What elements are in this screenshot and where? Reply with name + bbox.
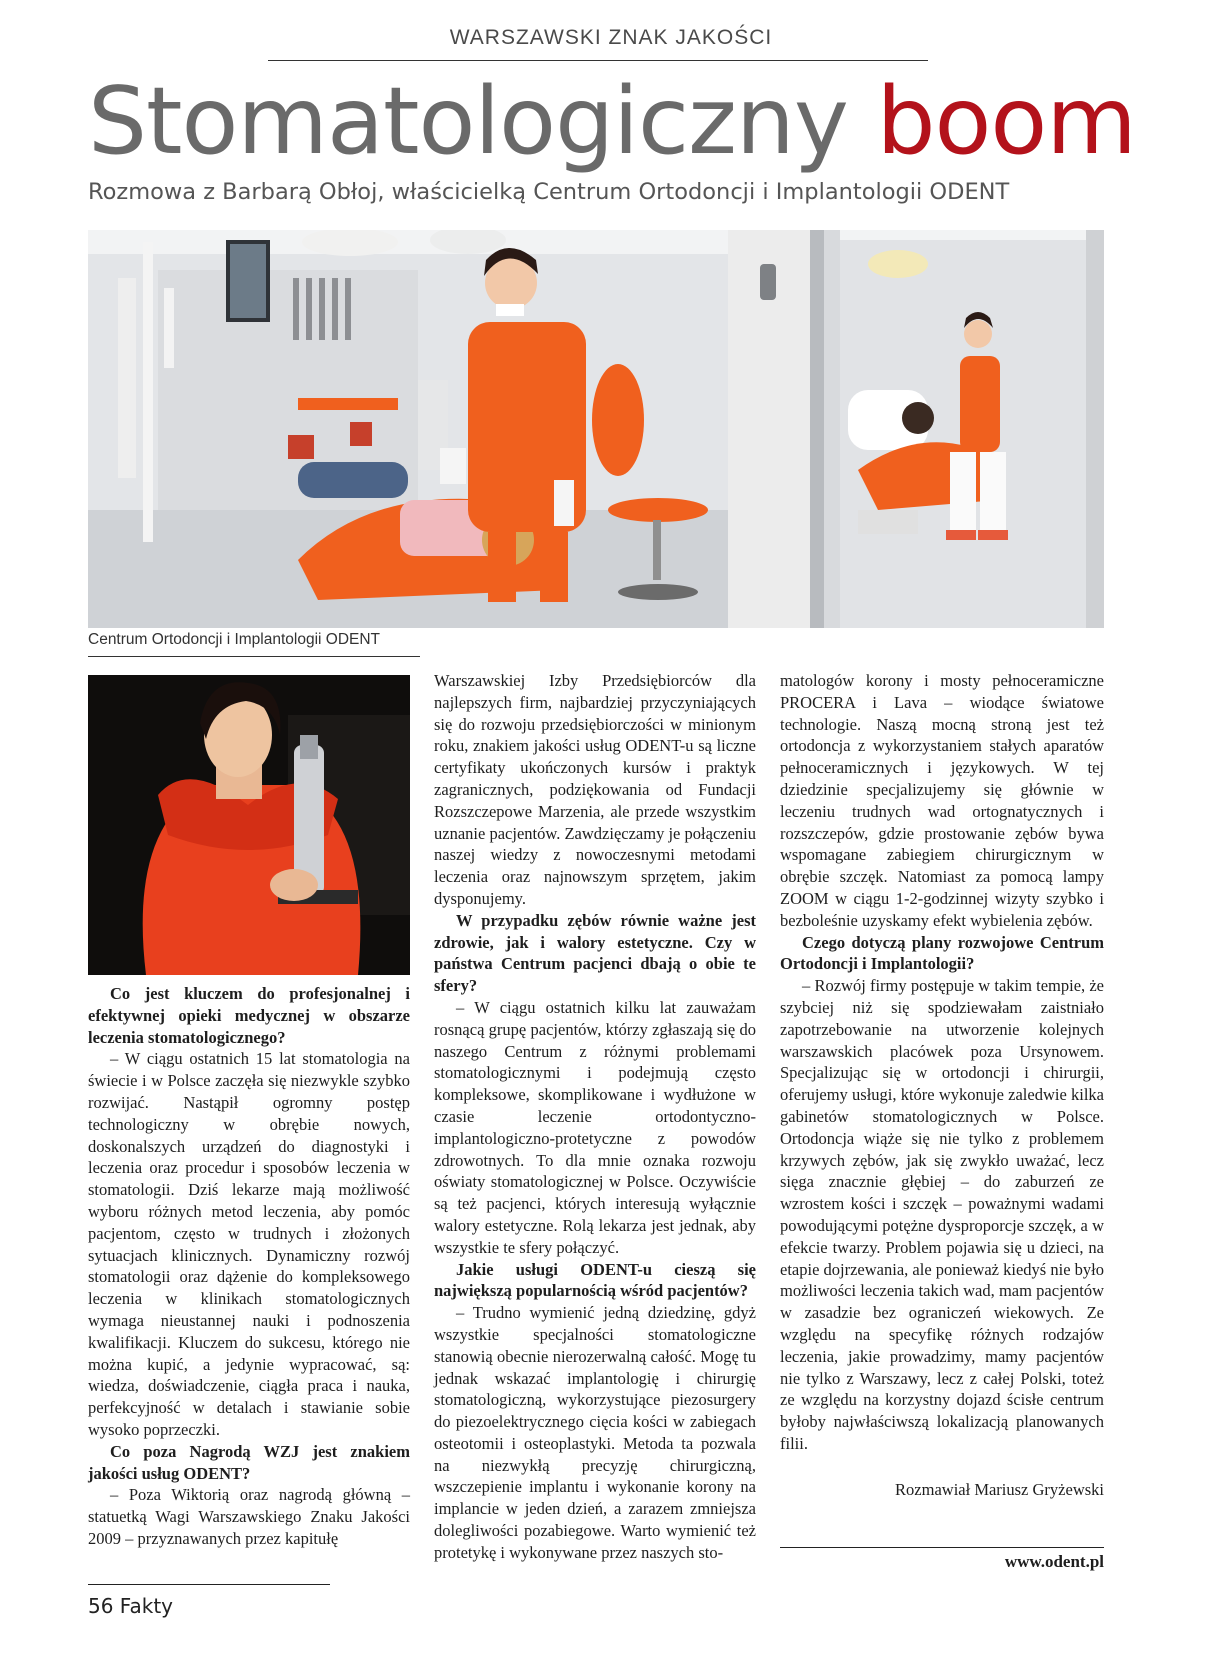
clinic-photo	[88, 230, 1104, 628]
interview-question: Jakie usługi ODENT-u cieszą się największą popularnością wśród pacjentów?	[434, 1259, 756, 1301]
interview-answer: – W ciągu ostatnich 15 lat stomatologia na świecie i w Polsce zaczęła się niezwykle szybko rozwijać. Nastąpił ogromny postęp technologiczny w obrębie nowych, doskonalszych urządzeń do diagnostyki i leczenia oraz procedur i sposobów leczenia w stomatologii. Dziś lekarze mają możliwość wyboru różnych metod leczenia, aby pomóc pacjentom, często w trudnych i złożonych sytuacjach klinicznych. Dynamiczny rozwój stomatologii oraz dążenie do kompleksowego leczenia w klinikach stomatologicznych wymaga nieustannej nauki i podnoszenia kwalifikacji. Kluczem do sukcesu, którego nie można kupić, a jedynie wypracować, są: wiedza, doświadczenie, ciągła praca i nauka, perfekcyjność w detalach i stawianie sobie wysoko poprzeczki.	[88, 1049, 410, 1439]
page-number: 56 Fakty	[88, 1594, 173, 1618]
column-3-end-rule	[780, 1547, 1104, 1548]
interview-answer: – Rozwój firmy postępuje w takim tempie, że szybciej niż się spodziewałam zaistniało zapotrzebowanie na utworzenie kolejnych warszawskich placówek poza Ursynowem. Specjalizując się w ortodoncji i chirurgii, oferujemy usługi, które wykonuje zaledwie kilka gabinetów stomatologicznych w Polsce. Ortodoncja wiąże się nie tylko z problemem krzywych zębów, jak się zwykło uważać, lecz sięga znacznie głębiej – do zaburzeń ze wzrostem kości i szczęk – poważnymi wadami powodującymi potężne dysproporcje szczęk, a w efekcie twarzy. Problem pojawia się u dzieci, na etapie dojrzewania, ale ponieważ kiedyś nie było możliwości leczenia takich wad, mam pacjentów w zasadzie bez ograniczeń wiekowych. Ze względu na specyfikę różnych rodzajów leczenia, jakie prowadzimy, mamy pacjentów nie tylko z Warszawy, lecz z całej Polski, toteż ze względu na korzystny dojazd ścisłe centrum byłoby najwłaściwszą lokalizacją planowanych filii.	[780, 976, 1104, 1453]
interview-answer: – Trudno wymienić jedną dziedzinę, gdyż wszystkie specjalności stomatologiczne stanowią obecnie nierozerwalną całość. Mogę tu jednak wskazać implantologię i chirurgię stomatologiczną, wykorzystujące piezosurgery do piezoelektrycznego cięcia kości w zabiegach osteotomii i osteoplastyki. Metoda ta pozwala na niezwykłą precyzję chirurgiczną, wszczepienie implantu i wykonanie korony na implancie w jeden dzień, a zarazem zmniejsza dolegliwości pozabiegowe. Warto wymienić też protetykę i wykonywane przez naszych sto-	[434, 1303, 756, 1562]
column-1-end-rule	[88, 1584, 330, 1585]
article-title	[88, 66, 1136, 176]
interview-question: W przypadku zębów równie ważne jest zdrowie, jak i walory estetyczne. Czy w państwa Centrum pacjenci dbają o obie te sfery?	[434, 910, 756, 996]
interview-answer: – Poza Wiktorią oraz nagrodą główną – statuetką Wagi Warszawskiego Znaku Jakości 2009 – przyznawanych przez kapitułę	[88, 1485, 410, 1548]
caption-divider	[88, 656, 420, 657]
section-kicker: WARSZAWSKI ZNAK JAKOŚCI	[449, 26, 773, 49]
interview-question: Co poza Nagrodą WZJ jest znakiem jakości usług ODENT?	[88, 1441, 410, 1483]
interview-answer: Warszawskiej Izby Przedsiębiorców dla najlepszych firm, najbardziej przyczyniających się do rozwoju przedsiębiorczości w minionym roku, znakiem jakości usług ODENT-u są liczne certyfikaty ukończonych kursów i praktyk zagranicznych, podziękowania od Fundacji Rozszczepowe Marzenia, ale przede wszystkim uznanie pacjentów. Zawdzięczamy je połączeniu naszej wiedzy z nowoczesnymi metodami leczenia oraz najnowszym sprzętem, jakim dysponujemy.	[434, 671, 756, 908]
article-column-2	[434, 670, 756, 1564]
interview-question: Co jest kluczem do profesjonalnej i efektywnej opieki medycznej w obszarze leczenia stomatologicznego?	[88, 984, 410, 1047]
column-3-paragraphs	[780, 670, 1104, 1455]
interview-question: Czego dotyczą plany rozwojowe Centrum Ortodoncji i Implantologii?	[780, 932, 1104, 974]
title-accent: boom	[876, 67, 1136, 175]
article-column-1	[88, 983, 410, 1550]
portrait-photo	[88, 675, 410, 975]
title-main: Stomatologiczny	[88, 67, 848, 175]
interview-answer: matologów korony i mosty pełnoceramiczne PROCERA i Lava – wiodące światowe technologie. Naszą mocną stroną jest też ortodoncja z wykorzystaniem stałych aparatów pełnoceramicznych i językowych. W tej dziedzinie specjalizujemy się głównie w leczeniu trudnych wad ortognatycznych i rozszczepów, gdzie prostowanie zębów bywa wspomagane zabiegiem chirurgicznym w obrębie szczęk. Natomiast za pomocą lampy ZOOM w ciągu 1-2-godzinnej wizyty szybko i bezboleśnie uzyskamy efekt wybielenia zębów.	[780, 671, 1104, 930]
kicker-divider	[268, 60, 928, 61]
website-link[interactable]: www.odent.pl	[1004, 1552, 1104, 1571]
photo-caption: Centrum Ortodoncji i Implantologii ODENT	[88, 631, 381, 648]
article-column-3	[780, 670, 1104, 1500]
article-subtitle: Rozmowa z Barbarą Obłoj, właścicielką Centrum Ortodoncji i Implantologii ODENT	[88, 179, 1010, 205]
interview-answer: – W ciągu ostatnich kilku lat zauważam rosnącą grupę pacjentów, którzy zgłaszają się do naszego Centrum z różnymi problemami stomatologicznymi i podejmują często kompleksowe, skomplikowane i wydłużone w czasie leczenie ortodontyczno-implantologiczno-protetyczne z powodów zdrowotnych. To dla mnie oznaka rozwoju oświaty stomatologicznej w Polsce. Oczywiście są też pacjenci, których interesują wyłącznie walory estetyczne. Rolą lekarza jest jednak, aby wszystkie te sfery połączyć.	[434, 997, 756, 1257]
interviewer-credit: Rozmawiał Mariusz Gryżewski	[895, 1479, 1104, 1499]
